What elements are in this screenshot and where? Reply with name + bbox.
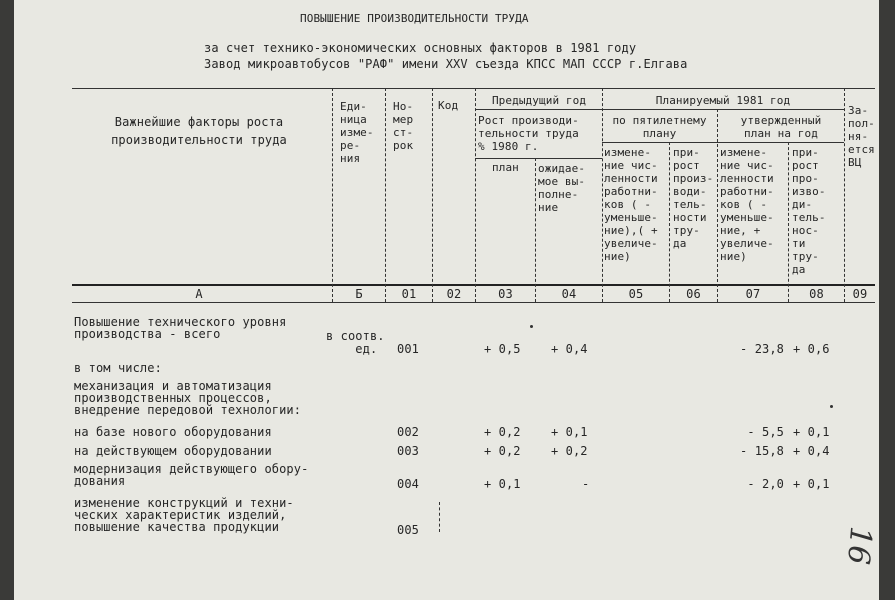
header-bottom-rule bbox=[72, 284, 875, 286]
col-code-06: 06 bbox=[686, 287, 701, 301]
row-value-04: + 0,2 bbox=[551, 444, 588, 458]
row-factor: механизация и автоматизация производственных процессов, внедрение передовой технологии: bbox=[74, 379, 302, 417]
row-number: 001 bbox=[397, 342, 419, 356]
header-prod-growth-5y: при- рост произ- води- тель- ности тру- да bbox=[673, 146, 714, 250]
ink-dot bbox=[530, 325, 533, 328]
row-factor: в том числе: bbox=[74, 361, 162, 375]
row-value-03: + 0,1 bbox=[484, 477, 521, 491]
col-code-09: 09 bbox=[852, 287, 868, 301]
header-code: Код bbox=[438, 99, 459, 112]
header-approved-plan: утвержденный план на год bbox=[740, 114, 822, 140]
page-number-mark: 16 bbox=[839, 524, 879, 567]
column-codes-rule bbox=[72, 302, 875, 303]
header-growth-1980: Рост производи- тельности труда % 1980 г. bbox=[478, 114, 579, 153]
row-value-03: + 0,2 bbox=[484, 444, 521, 458]
row-value-03: + 0,5 bbox=[484, 342, 521, 356]
row-value-07: - 5,5 bbox=[747, 425, 784, 439]
row-value-04: + 0,4 bbox=[551, 342, 588, 356]
header-prev-year: Предыдущий год bbox=[491, 94, 587, 107]
col-code-a: А bbox=[195, 287, 203, 301]
row-number: 002 bbox=[397, 425, 419, 439]
column-divider-vc bbox=[844, 88, 845, 302]
document-sheet bbox=[14, 0, 879, 600]
column-divider-num bbox=[385, 88, 386, 302]
row-factor: изменение конструкций и техни- ческих характеристик изделий, повышение качества продукции bbox=[74, 496, 294, 534]
header-filled-by-vc: За- пол- ня- ется ВЦ bbox=[848, 104, 875, 169]
row-factor: на базе нового оборудования bbox=[74, 425, 272, 439]
header-expected: ожидае- мое вы- полне- ние bbox=[538, 162, 586, 214]
header-growth-rule bbox=[475, 158, 602, 159]
col-code-07: 07 bbox=[745, 287, 761, 301]
header-row-number: Но- мер ст- рок bbox=[393, 100, 414, 152]
header-plan: план bbox=[492, 161, 519, 174]
col-code-b: Б bbox=[355, 287, 363, 301]
row-unit: в соотв. ед. bbox=[326, 329, 385, 356]
row-value-08: + 0,6 bbox=[793, 342, 830, 356]
column-divider-prev bbox=[475, 88, 476, 302]
row-factor: на действующем оборудовании bbox=[74, 444, 272, 458]
col-code-01: 01 bbox=[401, 287, 417, 301]
col-code-05: 05 bbox=[628, 287, 644, 301]
header-emp-change-5y: измене- ние чис- ленности работни- ков ( - уменьше- ние),( + увеличе- ние) bbox=[604, 146, 658, 263]
column-divider-unit bbox=[332, 88, 333, 302]
row-value-03: + 0,2 bbox=[484, 425, 521, 439]
col-code-04: 04 bbox=[561, 287, 577, 301]
document-title: ПОВЫШЕНИЕ ПРОИЗВОДИТЕЛЬНОСТИ ТРУДА bbox=[300, 12, 529, 25]
row-value-07: - 15,8 bbox=[740, 444, 784, 458]
header-unit: Еди- ница изме- ре- ния bbox=[340, 100, 374, 165]
body-tick-a bbox=[439, 502, 440, 532]
row-factor: Повышение технического уровня производства - всего bbox=[74, 315, 287, 341]
header-prod-growth-approved: при- рост про- изво- ди- тель- нос- ти тру- да bbox=[792, 146, 826, 276]
row-value-04: - bbox=[582, 477, 590, 491]
row-value-08: + 0,4 bbox=[793, 444, 830, 458]
col-code-03: 03 bbox=[498, 287, 513, 301]
header-prev-year-rule bbox=[475, 109, 844, 110]
header-top-rule bbox=[72, 88, 875, 89]
row-factor: модернизация действующего обору- дования bbox=[74, 462, 309, 488]
header-plan-rule bbox=[602, 142, 844, 143]
column-divider-prodap bbox=[788, 142, 789, 302]
col-code-08: 08 bbox=[809, 287, 824, 301]
column-divider-code bbox=[432, 88, 433, 302]
ink-dot bbox=[830, 405, 833, 408]
row-value-08: + 0,1 bbox=[793, 425, 830, 439]
document-subtitle: за счет технико-экономических основных факторов в 1981 году bbox=[204, 41, 637, 55]
row-value-07: - 23,8 bbox=[740, 342, 784, 356]
header-planned-1981: Планируемый 1981 год bbox=[655, 94, 791, 107]
column-divider-expected bbox=[535, 158, 536, 302]
row-number: 004 bbox=[397, 477, 419, 491]
header-five-year-plan: по пятилетнему плану bbox=[612, 114, 707, 140]
header-emp-change-approved: измене- ние чис- ленности работни- ков ( - уменьше- ние, + увеличе- ние) bbox=[720, 146, 774, 263]
row-value-08: + 0,1 bbox=[793, 477, 830, 491]
document-organization: Завод микроавтобусов "РАФ" имени XXV съезда КПСС МАП СССР г.Елгава bbox=[204, 57, 688, 71]
row-value-04: + 0,1 bbox=[551, 425, 588, 439]
row-value-07: - 2,0 bbox=[747, 477, 784, 491]
row-number: 003 bbox=[397, 444, 419, 458]
column-divider-prod5y bbox=[669, 142, 670, 302]
header-factors: Важнейшие факторы роста производительности труда bbox=[111, 115, 287, 147]
col-code-02: 02 bbox=[446, 287, 462, 301]
row-number: 005 bbox=[397, 523, 419, 537]
